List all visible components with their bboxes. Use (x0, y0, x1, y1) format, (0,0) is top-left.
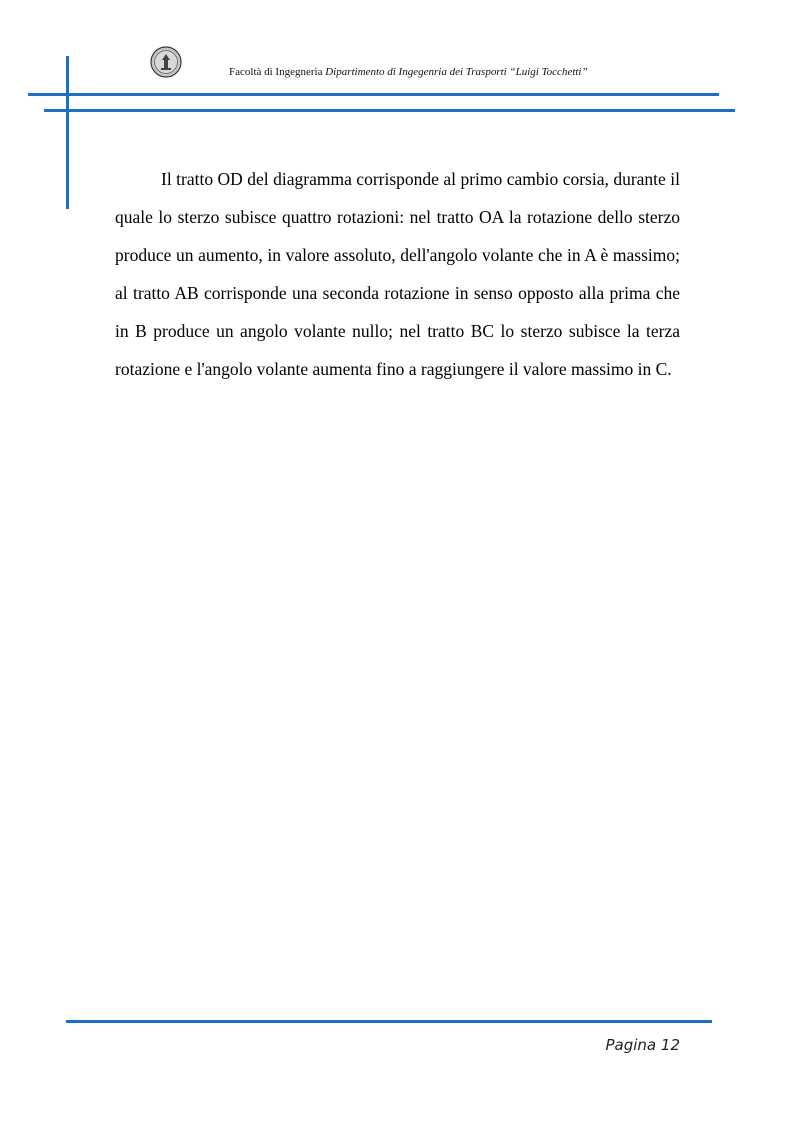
university-seal-icon (150, 46, 182, 78)
header-title (229, 66, 588, 78)
header-rule-bottom (44, 109, 735, 112)
footer-rule (66, 1020, 712, 1023)
header-department: Dipartimento di Ingegenria dei Trasporti “Luigi Tocchetti” (325, 66, 588, 78)
header-vertical-rule (66, 56, 69, 209)
page-number (606, 1036, 681, 1054)
page-label: Pagina (605, 1036, 657, 1054)
page-number-value: 12 (660, 1036, 680, 1054)
header-faculty: Facoltà di Ingegneria (229, 66, 323, 78)
header-rule-top (28, 93, 719, 96)
body-paragraph: Il tratto OD del diagramma corrisponde al primo cambio corsia, durante il quale lo sterzo subisce quattro rotazioni: nel tratto OA la rotazione dello sterzo produce un aumento, in valore assoluto, dell'angolo volante che in A è massimo; al tratto AB corrisponde una seconda rotazione in senso opposto alla prima che in B produce un angolo volante nullo; nel tratto BC lo sterzo subisce la terza rotazione e l'angolo volante aumenta fino a raggiungere il valore massimo in C. (115, 169, 680, 379)
